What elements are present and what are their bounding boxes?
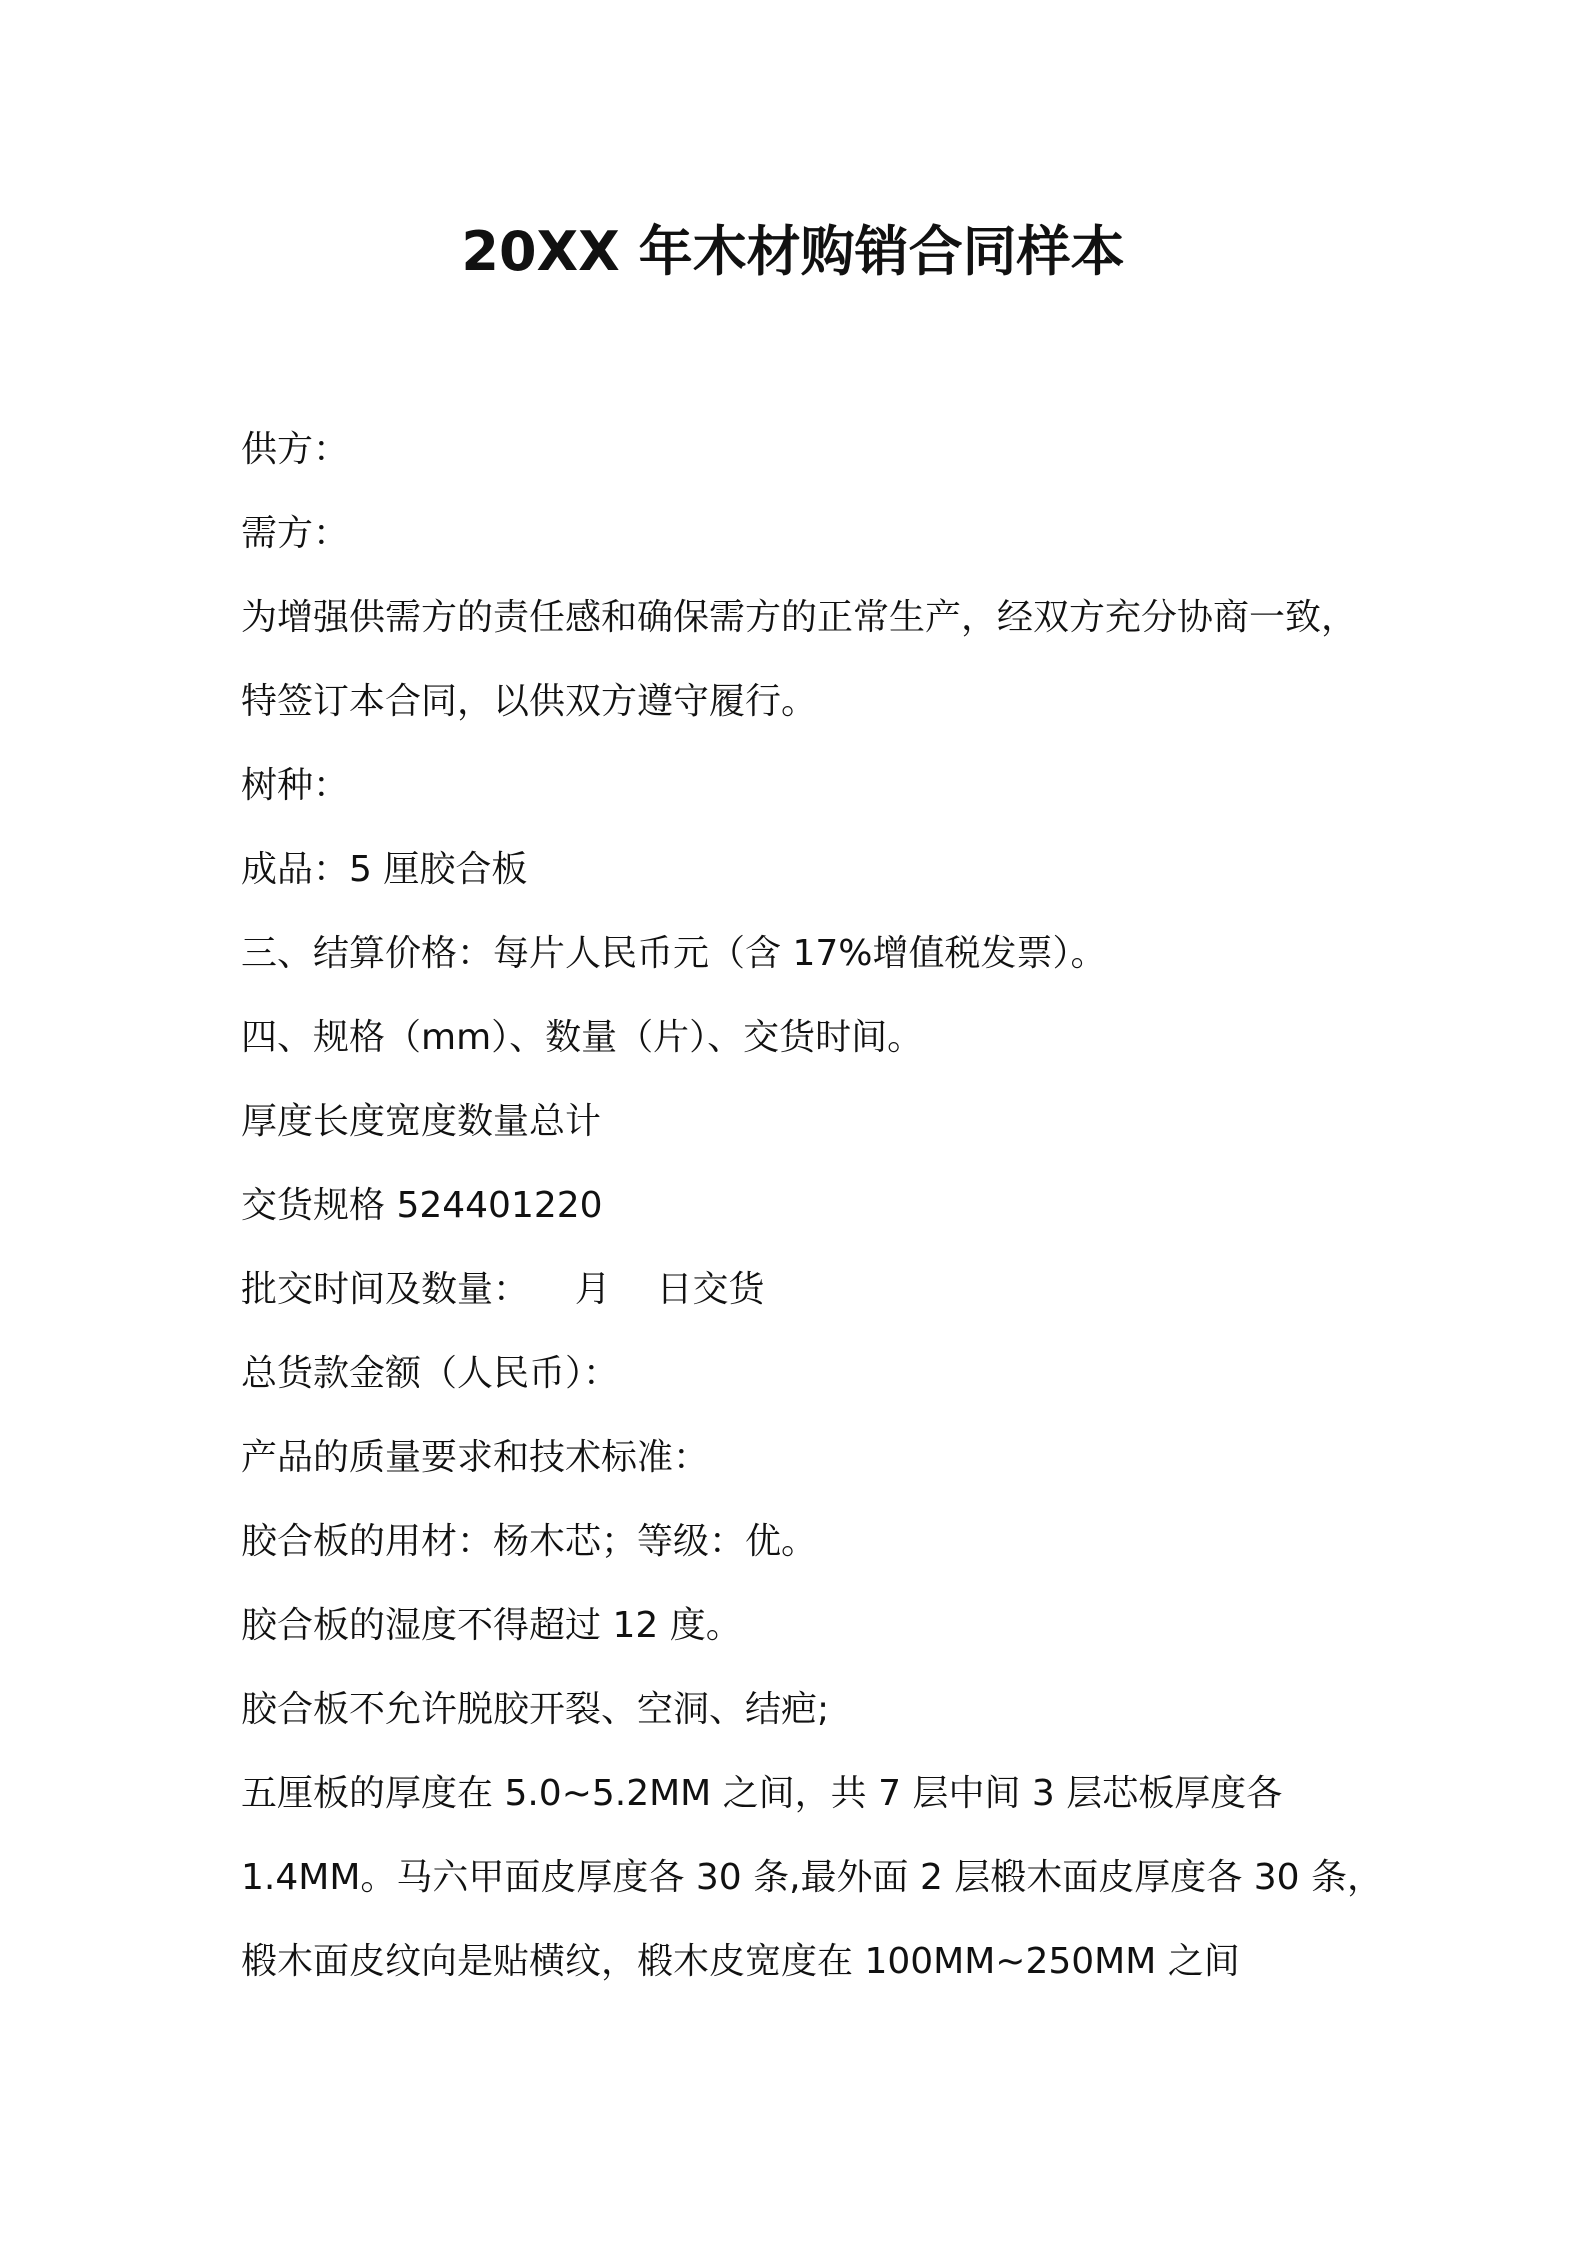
spec-columns-line: 厚度长度宽度数量总计 xyxy=(241,1101,602,1142)
preamble-line-2: 特签订本合同，以供双方遵守履行。 xyxy=(241,681,818,722)
batch-delivery-line: 批交时间及数量： 月 日交货 xyxy=(241,1269,765,1310)
thickness-line-1: 五厘板的厚度在 5.0~5.2MM 之间，共 7 层中间 3 层芯板厚度各 xyxy=(241,1773,1283,1814)
settlement-price-line: 三、结算价格：每片人民币元（含 17%增值税发票）。 xyxy=(241,933,1107,974)
finished-product-line: 成品：5 厘胶合板 xyxy=(241,849,528,890)
supplier-line: 供方： xyxy=(241,429,350,470)
preamble-line-1: 为增强供需方的责任感和确保需方的正常生产，经双方充分协商一致， xyxy=(241,597,1358,638)
total-amount-line: 总货款金额（人民币）： xyxy=(241,1353,620,1394)
delivery-spec-line: 交货规格 524401220 xyxy=(241,1185,603,1226)
document-title: 20XX 年木材购销合同样本 xyxy=(461,220,1125,283)
specification-heading: 四、规格（mm）、数量（片）、交货时间。 xyxy=(241,1017,924,1058)
tree-species-line: 树种： xyxy=(241,765,350,806)
material-grade-line: 胶合板的用材：杨木芯；等级：优。 xyxy=(241,1521,818,1562)
veneer-line: 椴木面皮纹向是贴横纹，椴木皮宽度在 100MM~250MM 之间 xyxy=(241,1941,1240,1982)
humidity-line: 胶合板的湿度不得超过 12 度。 xyxy=(241,1605,742,1646)
document-body xyxy=(241,408,1401,2004)
defects-line: 胶合板不允许脱胶开裂、空洞、结疤; xyxy=(241,1689,830,1730)
quality-heading: 产品的质量要求和技术标准： xyxy=(241,1437,710,1478)
buyer-line: 需方： xyxy=(241,513,350,554)
thickness-line-2: 1.4MM。马六甲面皮厚度各 30 条,最外面 2 层椴木面皮厚度各 30 条， xyxy=(241,1857,1383,1898)
